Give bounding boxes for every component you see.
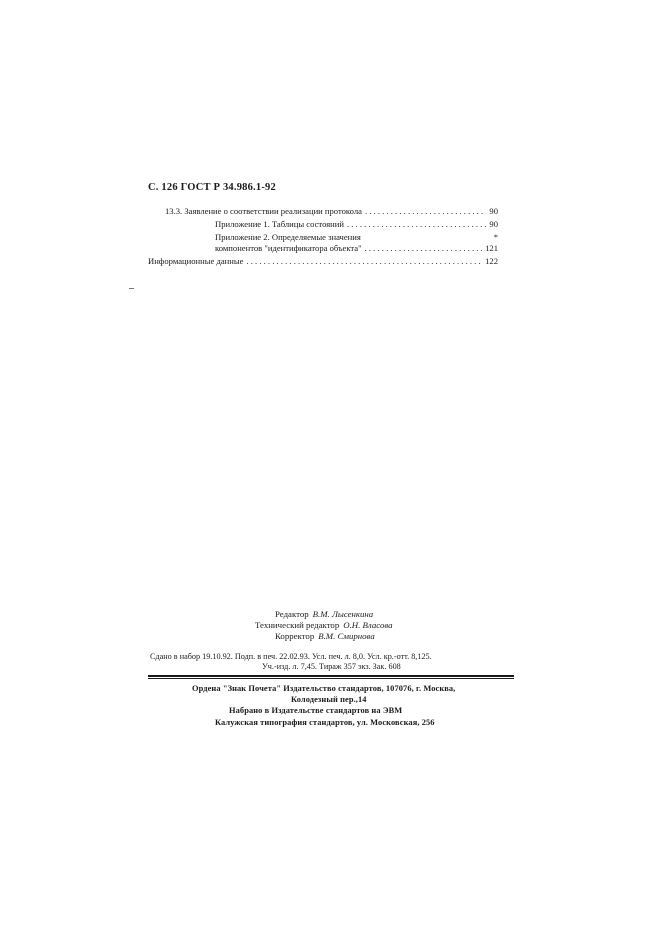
toc-item-page: * — [493, 232, 498, 242]
toc-item-page: 122 — [485, 256, 498, 266]
imprint-line-2: Уч.-изд. л. 7,45. Тираж 357 экз. Зак. 608 — [262, 662, 401, 671]
tech-editor-name: О.Н. Власова — [343, 620, 393, 630]
toc-leader — [347, 219, 486, 229]
editor-role: Редактор — [275, 609, 309, 619]
toc-leader — [365, 243, 483, 253]
toc-item-page: 90 — [489, 219, 498, 229]
toc-item-page: 90 — [489, 206, 498, 216]
toc-item-label: Приложение 1. Таблицы состояний — [215, 219, 344, 229]
toc-item-label: Приложение 2. Определяемые значения — [215, 232, 361, 242]
corrector-credit — [275, 631, 375, 641]
toc-item — [215, 219, 498, 229]
toc-item-page: 121 — [485, 243, 498, 253]
toc-item-label: Информационные данные — [148, 256, 244, 266]
toc-leader — [246, 256, 482, 266]
page-header: С. 126 ГОСТ Р 34.986.1-92 — [148, 182, 276, 193]
corrector-name: В.М. Смирнова — [318, 631, 375, 641]
divider-thin — [148, 678, 514, 679]
divider-thick — [148, 675, 514, 677]
tech-editor-role: Технический редактор — [255, 620, 340, 630]
toc-item-label: 13.3. Заявление о соответствии реализации протокола — [165, 206, 362, 216]
editor-name: В.М. Лысенкина — [312, 609, 374, 619]
publisher-line-4: Калужская типография стандартов, ул. Московская, 256 — [215, 718, 435, 727]
publisher-line-2: Колодезный пер.,14 — [291, 695, 367, 704]
editor-credit — [275, 609, 373, 619]
corrector-role: Корректор — [275, 631, 315, 641]
toc-item-label: компонентов "идентификатора объекта" — [215, 243, 362, 253]
publisher-line-1: Ордена "Знак Почета" Издательство стандартов, 107076, г. Москва, — [192, 684, 456, 693]
toc-item — [148, 256, 498, 266]
toc-item — [165, 206, 498, 216]
publisher-line-3: Набрано в Издательстве стандартов на ЭВМ — [229, 706, 403, 715]
tech-editor-credit — [255, 620, 393, 630]
toc-item — [215, 232, 498, 242]
imprint-line-1: Сдано в набор 19.10.92. Подп. в печ. 22.02.93. Усл. печ. л. 8,0. Усл. кр.-отт. 8,125. — [150, 652, 432, 661]
toc-leader — [365, 206, 486, 216]
scan-mark — [129, 288, 134, 289]
toc-item — [215, 243, 498, 253]
table-of-contents — [0, 0, 661, 300]
